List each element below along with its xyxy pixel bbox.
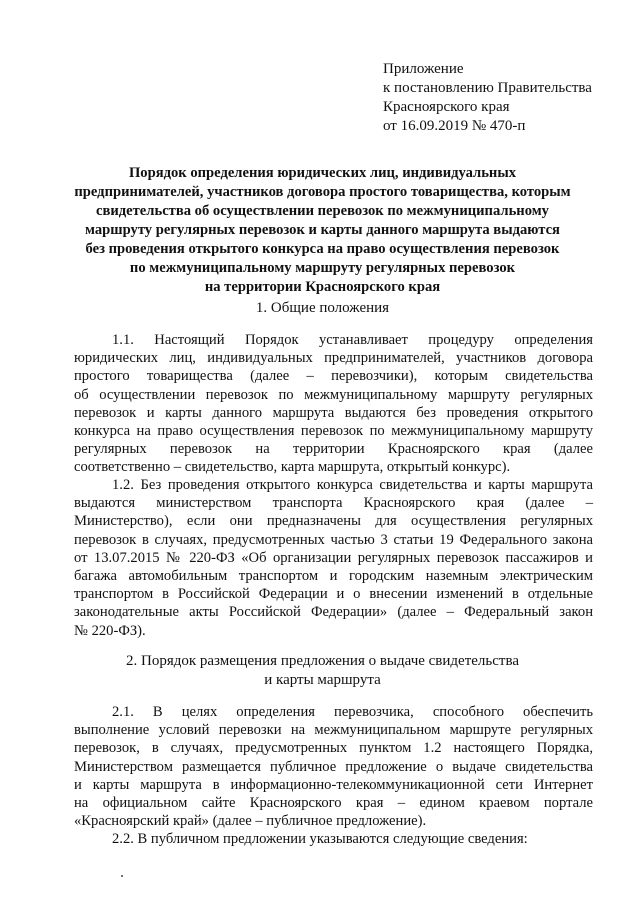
text-line: № 220-ФЗ). <box>74 622 146 639</box>
appendix-note <box>383 60 592 136</box>
title-line: без проведения открытого конкурса на право осуществления перевозок <box>85 241 560 257</box>
text-line: багажа автомобильным транспортом и городским наземным электрическим <box>74 567 593 584</box>
paragraph-2-2 <box>74 830 593 848</box>
text-line: выдаются министерством транспорта Красноярского края (далее – <box>74 495 593 512</box>
text-line: простого товарищества (далее – перевозчики), которым свидетельства <box>74 368 593 385</box>
title-line: свидетельства об осуществлении перевозок по межмуниципальному <box>96 203 549 219</box>
text-line: об осуществлении перевозок по межмуниципальному маршруту регулярных <box>74 386 593 403</box>
text-line: регулярных перевозок на территории Красноярского края (далее <box>74 441 593 458</box>
paragraph-1-1 <box>74 331 593 477</box>
section-heading-text: и карты маршрута <box>264 672 381 688</box>
title-line: по межмуниципальному маршруту регулярных перевозок <box>129 260 516 276</box>
text-line: перевозок, в случаях, предусмотренных пунктом 1.2 настоящего Порядка, <box>74 740 593 757</box>
section-2-heading <box>60 652 585 690</box>
text-line: на официальном сайте Красноярского края – едином краевом портале <box>74 794 593 811</box>
text-line: соответственно – свидетельство, карта маршрута, открытый конкурс). <box>74 459 511 476</box>
title-line: маршруту регулярных перевозок и карты данного маршрута выдаются <box>85 222 560 238</box>
text-line: 2.2. В публичном предложении указываются следующие сведения: <box>112 831 528 847</box>
text-line: транспортом в Российской Федерации и о внесении изменений в отдельные <box>74 586 593 603</box>
paragraph-1-2 <box>74 476 593 640</box>
text-line: 2.1. В целях определения перевозчика, способного обеспечить <box>112 704 593 720</box>
text-line: Министерством размещается публичное предложение о выдаче свидетельства <box>74 758 593 775</box>
text-line: и карты маршрута в информационно-телекоммуникационной сети Интернет <box>74 776 593 793</box>
section-1-heading <box>60 299 585 318</box>
title-line: Порядок определения юридических лиц, индивидуальных <box>128 165 517 181</box>
text-line: от 13.07.2015 № 220-ФЗ «Об организации регулярных перевозок пассажиров и <box>74 549 593 566</box>
section-heading-text: 2. Порядок размещения предложения о выдаче свидетельства <box>126 653 519 669</box>
text-line: 1.2. Без проведения открытого конкурса свидетельства и карты маршрута <box>112 477 593 493</box>
text-line: перевозок в случаях, предусмотренных частью 3 статьи 19 Федерального закона <box>74 531 593 548</box>
text-line: Министерство), если они предназначены для осуществления регулярных <box>74 513 593 530</box>
text-line: 1.1. Настоящий Порядок устанавливает процедуру определения <box>112 332 593 348</box>
document-title <box>60 164 585 297</box>
text-line: «Красноярский край» (далее – публичное предложение). <box>74 813 427 830</box>
text-line: перевозок и карты данного маршрута выдаются без проведения открытого <box>74 404 593 421</box>
title-line: на территории Красноярского края <box>204 279 441 295</box>
appendix-line: от 16.09.2019 № 470-п <box>383 118 526 134</box>
appendix-line: к постановлению Правительства <box>383 80 592 96</box>
section-heading-text: 1. Общие положения <box>255 300 390 316</box>
text-line: юридических лиц, индивидуальных предпринимателей, участников договора <box>74 350 593 367</box>
text-line: выполнение условий перевозки на межмуниципальном маршруте регулярных <box>74 722 593 739</box>
title-line: предпринимателей, участников договора простого товарищества, которым <box>74 184 571 200</box>
scan-speck <box>121 875 123 877</box>
text-line: конкурса на право осуществления перевозок по межмуниципальному маршруту <box>74 422 593 439</box>
text-line: законодательные акты Российской Федерации» (далее – Федеральный закон <box>74 604 593 621</box>
paragraph-2-1 <box>74 703 593 830</box>
appendix-line: Красноярского края <box>383 99 510 115</box>
appendix-line: Приложение <box>383 61 464 77</box>
